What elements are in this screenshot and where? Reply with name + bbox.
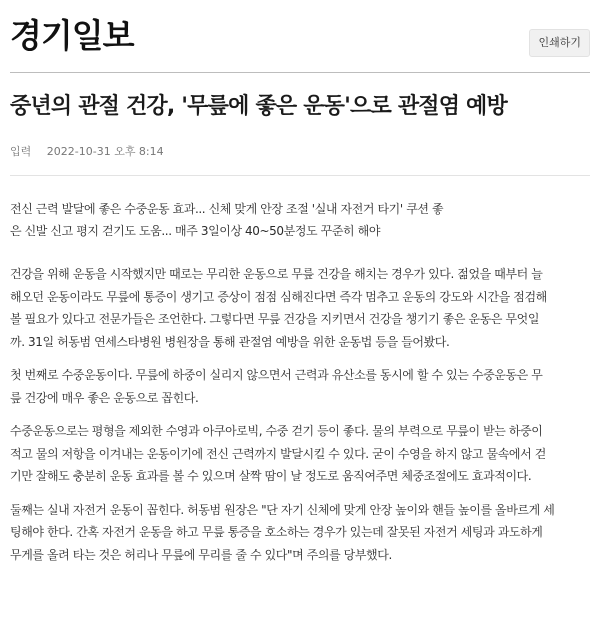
paragraph-intro <box>10 263 590 353</box>
paragraph-indoor-cycling <box>10 499 590 567</box>
paragraph-line: 기만 잘해도 충분히 운동 효과를 볼 수 있으며 살짝 땀이 날 정도로 움직여주면 체중조절에도 효과적이다. <box>10 469 532 483</box>
paragraph-swimming <box>10 364 590 409</box>
article-body <box>10 198 590 566</box>
subtitle-line: 은 신발 신고 평지 걷기도 도움... 매주 3일이상 40~50분정도 꾸준히 해야 <box>10 224 381 238</box>
paragraph-line: 팅해야 한다. 간혹 자전거 운동을 하고 무릎 통증을 호소하는 경우가 있는데 잘못된 자전거 세팅과 과도하게 <box>10 525 543 539</box>
paragraph-line: 릎 건강에 매우 좋은 운동으로 꼽힌다. <box>10 390 199 405</box>
paragraph-line: 해오던 운동이라도 무릎에 통증이 생기고 증상이 점점 심해진다면 즉각 멈추고 운동의 강도와 시간을 점검해 <box>10 289 547 304</box>
paragraph-line: 첫 번째로 수중운동이다. 무릎에 하중이 실리지 않으면서 근력과 유산소를 동시에 할 수 있는 수중운동은 무 <box>10 368 543 382</box>
paragraph-line: 까. 31일 허동범 연세스타병원 병원장을 통해 관절염 예방을 위한 운동법 등을 들어봤다. <box>10 334 450 349</box>
paragraph-line: 볼 필요가 있다고 전문가들은 조언한다. 그렇다면 무릎 건강을 지키면서 건강을 챙기기 좋은 운동은 무엇일 <box>10 312 540 326</box>
article-title: 중년의 관절 건강, '무릎에 좋은 운동'으로 관절염 예방 <box>10 94 507 119</box>
paragraph-line: 둘째는 실내 자전거 운동이 꼽힌다. 허동범 원장은 "단 자기 신체에 맞게 안장 높이와 핸들 높이를 올바르게 세 <box>10 502 555 517</box>
masthead <box>10 14 590 73</box>
article-meta <box>10 144 164 160</box>
meta-divider <box>10 175 590 176</box>
paragraph-line: 수중운동으로는 평형을 제외한 수영과 아쿠아로빅, 수중 걷기 등이 좋다. 물의 부력으로 무릎이 받는 하중이 <box>10 424 543 438</box>
paragraph-line: 무게를 올려 타는 것은 허리나 무릎에 무리를 줄 수 있다"며 주의를 당부했다. <box>10 547 392 562</box>
publish-date: 2022-10-31 오후 8:14 <box>46 145 164 158</box>
print-button[interactable]: 인쇄하기 <box>529 29 590 57</box>
article-subtitle <box>10 198 590 242</box>
paragraph-aquatic-exercise <box>10 420 590 488</box>
paragraph-line: 적고 물의 저항을 이겨내는 운동이기에 전신 근력까지 발달시킬 수 있다. 굳이 수영을 하지 않고 물속에서 걷 <box>10 446 546 461</box>
subtitle-line: 전신 근력 발달에 좋은 수중운동 효과... 신체 맞게 안장 조절 '실내 자전거 타기' 쿠션 좋 <box>10 202 444 216</box>
meta-label: 입력 <box>10 145 32 158</box>
paragraph-line: 건강을 위해 운동을 시작했지만 때로는 무리한 운동으로 무릎 건강을 해치는 경우가 있다. 젊었을 때부터 늘 <box>10 267 543 281</box>
newspaper-logo[interactable]: 경기일보 <box>10 16 134 55</box>
